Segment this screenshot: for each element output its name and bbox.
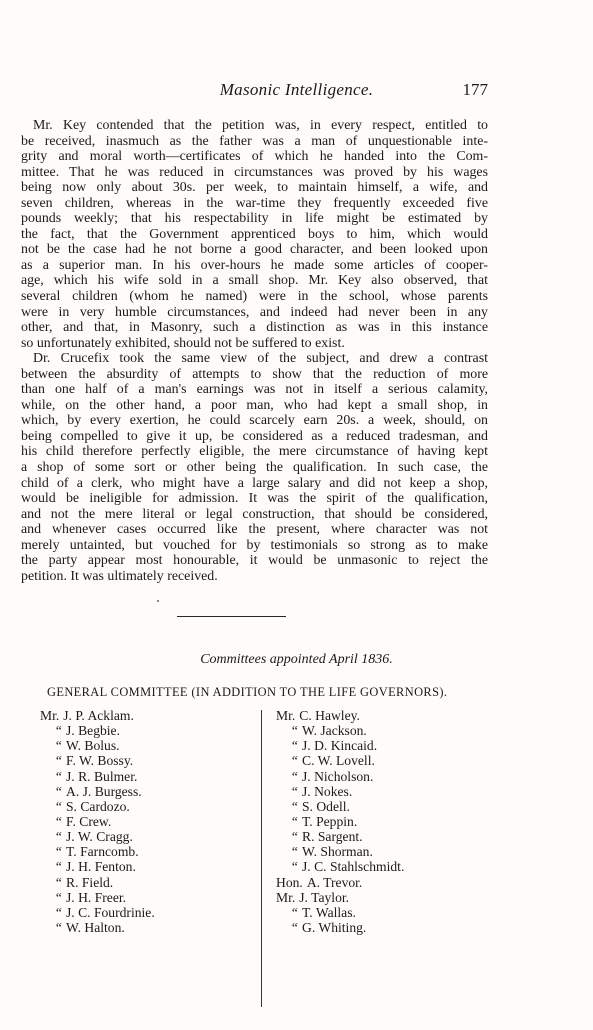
member-prefix: “ bbox=[54, 904, 62, 920]
body-line: and not the mere literal or legal construction, that should be considered, bbox=[21, 506, 488, 522]
member-name: C. W. Lovell. bbox=[302, 753, 375, 769]
committee-member bbox=[40, 859, 155, 874]
committee-member bbox=[40, 890, 155, 905]
committee-member bbox=[40, 723, 155, 738]
committee-member bbox=[276, 723, 404, 738]
member-prefix: “ bbox=[54, 768, 62, 784]
member-prefix: “ bbox=[54, 919, 62, 935]
body-line: between the absurdity of attempts to show that the reduction of more bbox=[21, 366, 488, 382]
member-name: S. Odell. bbox=[302, 798, 350, 814]
member-prefix: “ bbox=[290, 738, 298, 754]
member-prefix: Mr. bbox=[276, 708, 296, 723]
member-prefix: “ bbox=[290, 813, 298, 829]
body-line: pounds weekly; that his respectability in life might be estimated by bbox=[21, 211, 488, 227]
committee-member bbox=[40, 708, 155, 723]
body-line: as a superior man. In his over-hours he made some articles of cooper- bbox=[21, 257, 488, 273]
member-prefix: “ bbox=[290, 768, 298, 784]
body-line: other, and that, in Masonry, such a distinction as was in this instance bbox=[21, 320, 488, 336]
body-line: a shop of some sort or other being the qualification. In such case, the bbox=[21, 460, 488, 476]
member-prefix: Mr. bbox=[276, 889, 296, 905]
member-prefix: “ bbox=[54, 859, 62, 875]
member-prefix: “ bbox=[290, 844, 298, 860]
committee-member bbox=[40, 814, 155, 829]
member-name: J. W. Cragg. bbox=[66, 829, 133, 845]
member-name: J. H. Freer. bbox=[66, 889, 127, 905]
page-number: 177 bbox=[462, 80, 488, 99]
running-title: Masonic Intelligence. bbox=[219, 80, 374, 99]
member-prefix: “ bbox=[290, 919, 298, 935]
committee-member bbox=[276, 920, 404, 935]
section-divider bbox=[177, 616, 286, 617]
member-name: J. H. Fenton. bbox=[66, 859, 136, 875]
committee-member bbox=[40, 875, 155, 890]
body-line: age, which his wife sold in a small shop. Mr. Key also observed, that bbox=[21, 273, 488, 289]
body-line: would be ineligible for admission. It was the spirit of the qualification, bbox=[21, 491, 488, 507]
running-head bbox=[0, 80, 593, 102]
member-prefix: “ bbox=[54, 798, 62, 814]
committee-list-left bbox=[40, 708, 155, 935]
committee-member bbox=[276, 769, 404, 784]
committee-member bbox=[276, 708, 404, 723]
body-line: the fact, that the Government apprenticed boys to him, which would bbox=[21, 226, 488, 242]
committees-heading: Committees appointed April 1836. bbox=[200, 652, 393, 667]
member-prefix: “ bbox=[54, 844, 62, 860]
member-prefix: “ bbox=[290, 904, 298, 920]
member-prefix: “ bbox=[54, 889, 62, 905]
body-line: than one half of a man's earnings was not in itself a serious calamity, bbox=[21, 382, 488, 398]
body-line: merely untainted, but vouched for by testimonials so strong as to make bbox=[21, 537, 488, 553]
body-line: mittee. That he was reduced in circumstances was proved by his wages bbox=[21, 164, 488, 180]
committee-member bbox=[276, 814, 404, 829]
member-name: W. Bolus. bbox=[66, 738, 120, 754]
member-name: J. Begbie. bbox=[66, 723, 120, 739]
committee-member bbox=[40, 769, 155, 784]
member-name: T. Wallas. bbox=[302, 904, 356, 920]
member-prefix: “ bbox=[290, 798, 298, 814]
member-name: J. R. Bulmer. bbox=[66, 768, 138, 784]
member-name: J. Nokes. bbox=[302, 783, 353, 799]
committee-member bbox=[40, 753, 155, 768]
member-name: F. W. Bossy. bbox=[66, 753, 134, 769]
member-prefix: “ bbox=[54, 829, 62, 845]
member-name: W. Shorman. bbox=[302, 844, 373, 860]
member-name: W. Jackson. bbox=[302, 723, 367, 739]
print-speck bbox=[157, 600, 159, 602]
committee-member bbox=[276, 844, 404, 859]
body-line: being now only about 30s. per week, to maintain himself, a wife, and bbox=[21, 180, 488, 196]
general-committee-heading: GENERAL COMMITTEE (IN ADDITION TO THE LIFE GOVERNORS). bbox=[47, 685, 448, 699]
member-name: R. Field. bbox=[66, 874, 114, 890]
committee-member bbox=[40, 829, 155, 844]
body-line: the party appear most honourable, it would be unmasonic to reject the bbox=[21, 553, 488, 569]
member-name: A. J. Burgess. bbox=[66, 783, 142, 799]
member-prefix: “ bbox=[290, 783, 298, 799]
member-prefix: Hon. bbox=[276, 874, 303, 890]
committee-member bbox=[276, 738, 404, 753]
body-line: his child therefore perfectly eligible, the mere circumstance of having kept bbox=[21, 444, 488, 460]
member-name: J. P. Acklam. bbox=[63, 708, 134, 723]
member-prefix: “ bbox=[54, 874, 62, 890]
member-prefix: “ bbox=[290, 723, 298, 739]
member-prefix: “ bbox=[54, 738, 62, 754]
body-line: child of a clerk, who might have a large salary and did not keep a shop, bbox=[21, 475, 488, 491]
member-prefix: “ bbox=[290, 829, 298, 845]
member-name: J. Taylor. bbox=[299, 889, 350, 905]
article-body bbox=[21, 118, 488, 584]
body-line: and whenever cases occurred like the present, where character was not bbox=[21, 522, 488, 538]
body-line: seven children, whereas in the war-time they frequently exceeded five bbox=[21, 195, 488, 211]
member-name: J. D. Kincaid. bbox=[302, 738, 378, 754]
member-prefix: “ bbox=[54, 813, 62, 829]
column-divider bbox=[261, 710, 262, 1007]
member-name: J. C. Stahlschmidt. bbox=[302, 859, 405, 875]
member-name: F. Crew. bbox=[66, 813, 112, 829]
member-name: S. Cardozo. bbox=[66, 798, 130, 814]
committee-member bbox=[276, 890, 404, 905]
committee-member bbox=[276, 799, 404, 814]
member-name: G. Whiting. bbox=[302, 919, 367, 935]
body-line: Mr. Key contended that the petition was, in every respect, entitled to bbox=[33, 118, 488, 133]
body-line: so unfortunately exhibited, should not be suffered to exist. bbox=[21, 335, 345, 351]
member-name: C. Hawley. bbox=[299, 708, 360, 723]
member-prefix: “ bbox=[54, 783, 62, 799]
committee-member bbox=[276, 829, 404, 844]
member-prefix: “ bbox=[54, 753, 62, 769]
body-line: being compelled to give it up, be considered as a reduced tradesman, and bbox=[21, 428, 488, 444]
committee-member bbox=[40, 905, 155, 920]
member-prefix: Mr. bbox=[40, 708, 60, 723]
body-line: petition. It was ultimately received. bbox=[21, 568, 218, 584]
committee-list-right bbox=[276, 708, 404, 935]
committee-member bbox=[276, 859, 404, 874]
body-line: grity and moral worth—certificates of which he handed into the Com- bbox=[21, 149, 488, 165]
committee-member bbox=[276, 875, 404, 890]
committee-member bbox=[40, 738, 155, 753]
committee-member bbox=[276, 784, 404, 799]
member-name: J. Nicholson. bbox=[302, 768, 374, 784]
member-prefix: “ bbox=[290, 753, 298, 769]
committee-member bbox=[276, 905, 404, 920]
body-line: Dr. Crucefix took the same view of the subject, and drew a contrast bbox=[33, 351, 488, 367]
body-line: not be the case had he not borne a good character, and been looked upon bbox=[21, 242, 488, 258]
committee-member bbox=[40, 784, 155, 799]
committee-member bbox=[40, 920, 155, 935]
body-line: were in very humble circumstances, and indeed had never been in any bbox=[21, 304, 488, 320]
member-name: J. C. Fourdrinie. bbox=[66, 904, 155, 920]
member-name: R. Sargent. bbox=[302, 829, 363, 845]
member-prefix: “ bbox=[290, 859, 298, 875]
member-name: A. Trevor. bbox=[306, 874, 363, 890]
member-name: T. Peppin. bbox=[302, 813, 358, 829]
committee-member bbox=[40, 844, 155, 859]
committee-member bbox=[276, 753, 404, 768]
member-name: T. Farncomb. bbox=[66, 844, 139, 860]
committee-member bbox=[40, 799, 155, 814]
body-line: be received, inasmuch as the father was a man of unquestionable inte- bbox=[21, 133, 488, 149]
member-prefix: “ bbox=[54, 723, 62, 739]
body-line: several children (whom he named) were in the school, whose parents bbox=[21, 289, 488, 305]
body-line: which, by every exertion, he could scarcely earn 20s. a week, should, on bbox=[21, 413, 488, 429]
member-name: W. Halton. bbox=[66, 919, 125, 935]
body-line: while, on the other hand, a poor man, who had kept a small shop, in bbox=[21, 397, 488, 413]
